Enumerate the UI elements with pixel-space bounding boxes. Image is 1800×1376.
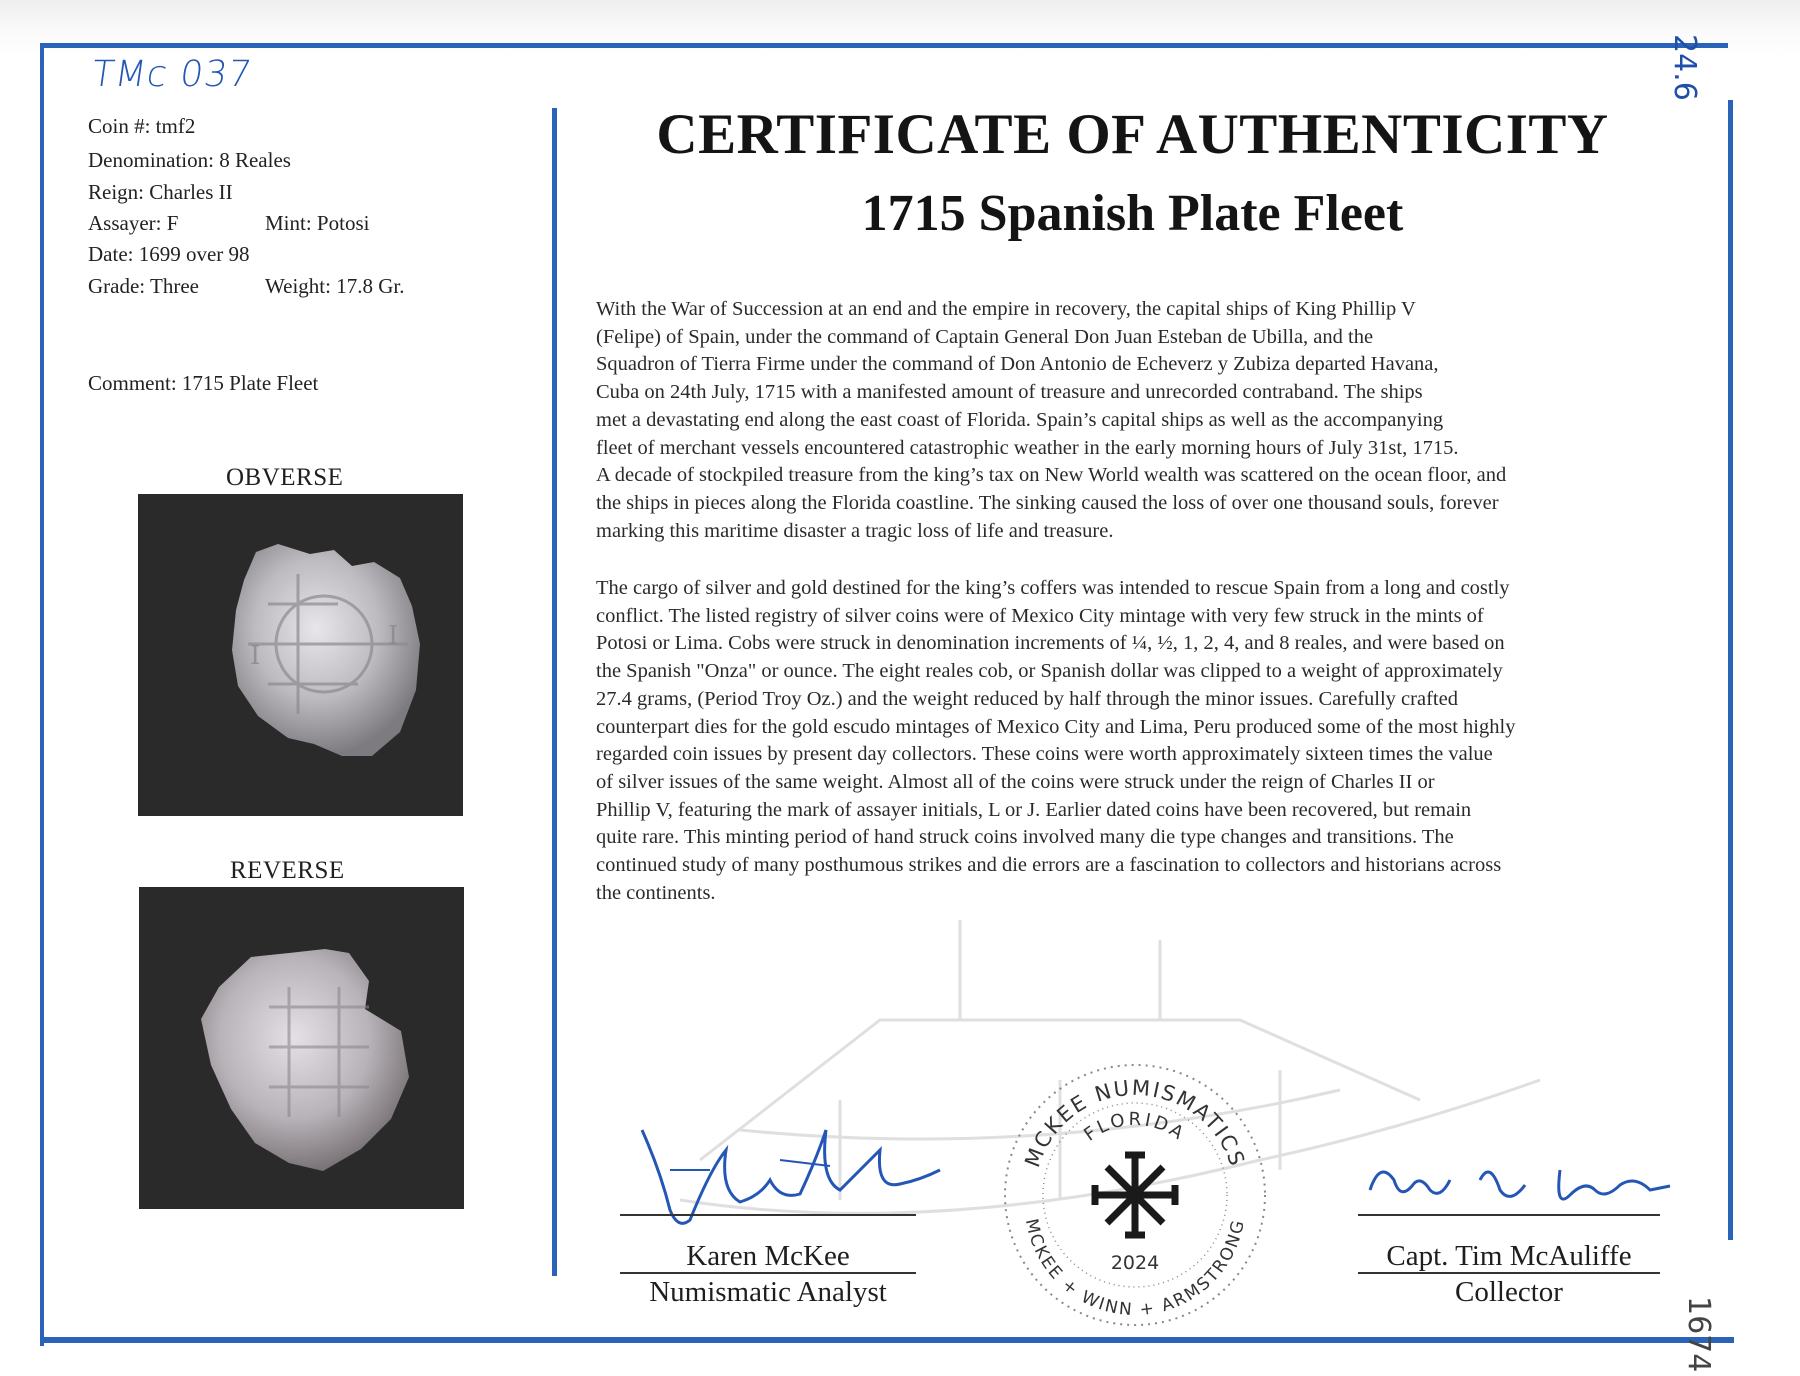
frame-left-border — [40, 43, 44, 1346]
coin-reign: Reign: Charles II — [88, 180, 233, 204]
paragraph-line: conflict. The listed registry of silver coins were of Mexico City mintage with very few struck in the mints of — [596, 604, 1484, 627]
karen-mckee-signature — [630, 1110, 950, 1240]
paragraph-cargo — [596, 575, 1706, 907]
certificate-title: CERTIFICATE OF AUTHENTICITY — [656, 103, 1609, 166]
seal-bottom-text: MCKEE + WINN + ARMSTRONG — [1020, 1216, 1250, 1321]
paragraph-line: met a devastating end along the east coast of Florida. Spain’s capital ships as well as the accompanying — [596, 408, 1444, 431]
paragraph-line: fleet of merchant vessels encountered catastrophic weather in the early morning hours of July 31st, 1715. — [596, 436, 1459, 459]
mckee-numismatics-seal — [995, 1055, 1275, 1335]
coin-assayer-row — [88, 211, 370, 236]
right-signer-name: Capt. Tim McAuliffe — [1386, 1240, 1632, 1272]
reverse-coin-image — [139, 887, 464, 1209]
left-name-underline — [620, 1272, 916, 1274]
obverse-label: OBVERSE — [226, 464, 344, 491]
paragraph-line: marking this maritime disaster a tragic loss of life and treasure. — [596, 519, 1114, 542]
paragraph-line: quite rare. This minting period of hand struck coins involved many die type changes and transitions. The — [596, 826, 1454, 849]
paragraph-line: counterpart dies for the gold escudo mintages of Mexico City and Lima, Peru produced some of the most highly — [596, 715, 1516, 738]
handwritten-note-top-left: TMc 037 — [89, 54, 255, 95]
paragraph-line: of silver issues of the same weight. Almost all of the coins were struck under the reign of Charles II or — [596, 770, 1435, 793]
coin-mint: Mint: Potosi — [265, 211, 370, 235]
paragraph-line: Squadron of Tierra Firme under the command of Don Antonio de Echeverz y Zubiza departed Havana, — [596, 353, 1439, 376]
svg-text:I: I — [250, 641, 261, 671]
right-name-underline — [1358, 1272, 1660, 1274]
coin-assayer: Assayer: F — [88, 211, 179, 235]
paragraph-line: the Spanish "Onza" or ounce. The eight reales cob, or Spanish dollar was clipped to a weight of approximately — [596, 660, 1503, 683]
coin-comment: Comment: 1715 Plate Fleet — [88, 371, 319, 395]
frame-bottom-border — [40, 1337, 1734, 1343]
frame-top-border — [40, 43, 1728, 48]
paragraph-history — [596, 296, 1706, 545]
coin-denomination: Denomination: 8 Reales — [88, 148, 291, 172]
coin-number: Coin #: tmf2 — [88, 114, 196, 138]
seal-year: 2024 — [1110, 1252, 1160, 1274]
obverse-coin-image — [138, 494, 463, 816]
coin-grade: Grade: Three — [88, 274, 199, 298]
column-divider — [552, 108, 557, 1276]
paragraph-line: The cargo of silver and gold destined for the king’s coffers was intended to rescue Spain from a long and costly — [596, 577, 1510, 599]
coin-date: Date: 1699 over 98 — [88, 242, 250, 266]
coin-weight: Weight: 17.8 Gr. — [265, 274, 405, 298]
reverse-label: REVERSE — [230, 857, 345, 884]
paragraph-line: continued study of many posthumous strikes and die errors are a fascination to collectors and historians across — [596, 854, 1502, 877]
paragraph-line: regarded coin issues by present day collectors. These coins were worth approximately sixteen times the value — [596, 743, 1493, 766]
coin-grade-row — [88, 274, 405, 299]
handwritten-note-bottom-right: 1674 — [1681, 1296, 1716, 1373]
paragraph-line: With the War of Succession at an end and the empire in recovery, the capital ships of King Phillip V — [596, 298, 1416, 320]
seal-compass-icon — [1095, 1155, 1175, 1235]
left-signature-line — [620, 1214, 916, 1216]
handwritten-note-top-right: 24.6 — [1667, 34, 1702, 101]
tim-mcauliffe-signature — [1350, 1150, 1680, 1220]
paragraph-line: 27.4 grams, (Period Troy Oz.) and the weight reduced by half through the minor issues. Carefully crafted — [596, 687, 1458, 710]
left-signer-name: Karen McKee — [686, 1240, 850, 1272]
paragraph-line: the continents. — [596, 881, 716, 904]
seal-top-text: MCKEE NUMISMATICS — [1020, 1075, 1250, 1171]
frame-right-border — [1728, 100, 1733, 1240]
paragraph-line: (Felipe) of Spain, under the command of Captain General Don Juan Esteban de Ubilla, and the — [596, 325, 1374, 348]
paragraph-line: the ships in pieces along the Florida coastline. The sinking caused the loss of over one thousand souls, forever — [596, 491, 1499, 514]
paragraph-line: Potosi or Lima. Cobs were struck in denomination increments of ¼, ½, 1, 2, 4, and 8 reales, and were based on — [596, 632, 1505, 655]
certificate-subtitle: 1715 Spanish Plate Fleet — [861, 185, 1404, 242]
svg-text:I: I — [388, 621, 399, 651]
paragraph-line: Phillip V, featuring the mark of assayer initials, L or J. Earlier dated coins have been recovered, but remain — [596, 798, 1472, 821]
right-signature-line — [1358, 1214, 1660, 1216]
paragraph-line: Cuba on 24th July, 1715 with a manifested amount of treasure and unrecorded contraband. The ships — [596, 381, 1423, 404]
paragraph-line: A decade of stockpiled treasure from the king’s tax on New World wealth was scattered on the ocean floor, and — [596, 464, 1507, 487]
right-signer-title: Collector — [1455, 1276, 1563, 1308]
seal-state-text: FLORIDA — [1080, 1108, 1190, 1146]
left-signer-title: Numismatic Analyst — [649, 1276, 887, 1308]
